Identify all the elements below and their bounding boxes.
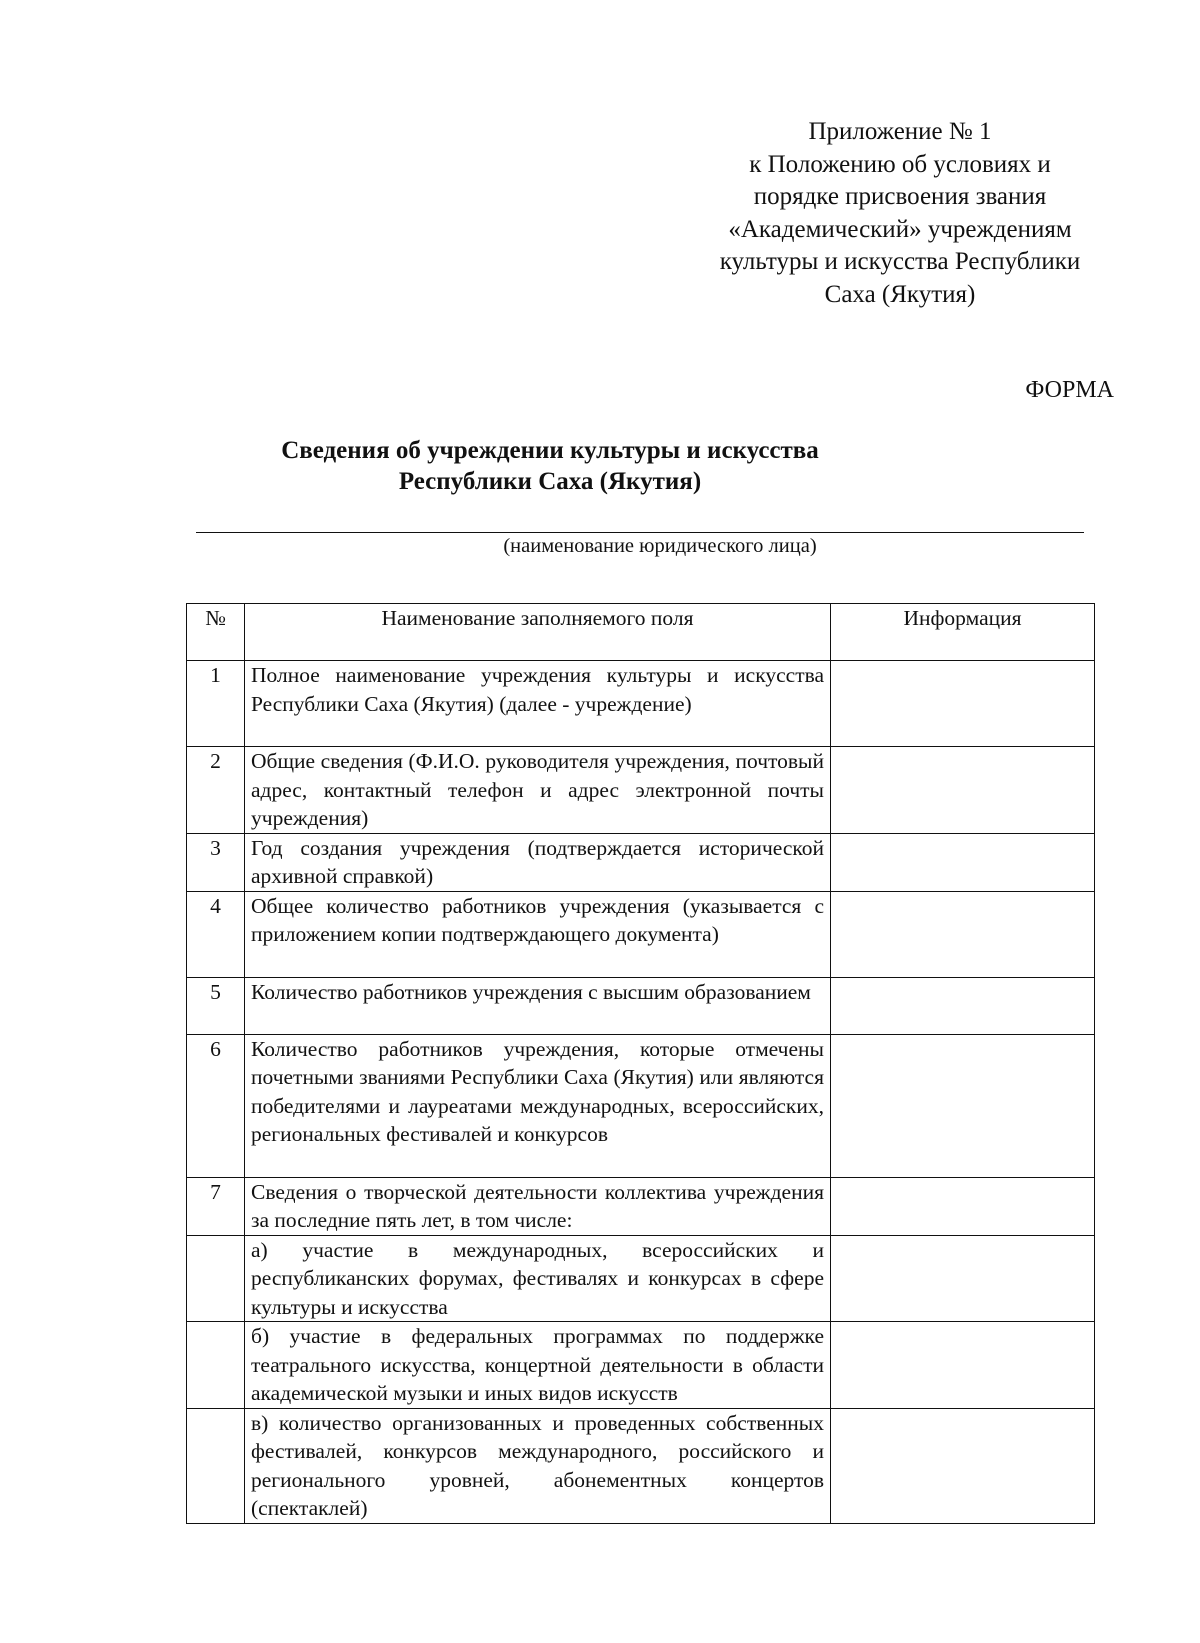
row-number: 5 bbox=[187, 977, 245, 1034]
table-row bbox=[187, 891, 1095, 977]
row-number: 1 bbox=[187, 661, 245, 747]
table-row bbox=[187, 1322, 1095, 1409]
document-title-line: Сведения об учреждении культуры и искусства bbox=[281, 437, 819, 464]
form-label: ФОРМА bbox=[1025, 377, 1114, 403]
row-field-name: Полное наименование учреждения культуры и искусства Республики Саха (Якутия) (далее - учреждение) bbox=[245, 661, 831, 747]
row-information-cell[interactable] bbox=[831, 891, 1095, 977]
table-row bbox=[187, 833, 1095, 891]
table-row bbox=[187, 977, 1095, 1034]
table-row bbox=[187, 747, 1095, 834]
row-number: 7 bbox=[187, 1177, 245, 1235]
row-information-cell[interactable] bbox=[831, 1322, 1095, 1409]
row-information-cell[interactable] bbox=[831, 747, 1095, 834]
table-body bbox=[187, 661, 1095, 1524]
row-number: 6 bbox=[187, 1034, 245, 1177]
appendix-line: Саха (Якутия) bbox=[824, 280, 976, 308]
row-number bbox=[187, 1322, 245, 1409]
entity-name-blank-line bbox=[196, 532, 1084, 533]
row-field-name: Общие сведения (Ф.И.О. руководителя учреждения, почтовый адрес, контактный телефон и адрес электронной почты учреждения) bbox=[245, 747, 831, 834]
appendix-line: Приложение № 1 bbox=[808, 118, 992, 145]
table-row bbox=[187, 1408, 1095, 1523]
row-field-name: Общее количество работников учреждения (указывается с приложением копии подтверждающего документа) bbox=[245, 891, 831, 977]
document-title bbox=[188, 435, 912, 497]
header-number: № bbox=[187, 604, 245, 661]
table-row bbox=[187, 1177, 1095, 1235]
appendix-line: порядке присвоения звания bbox=[753, 183, 1047, 210]
row-field-name: Количество работников учреждения с высшим образованием bbox=[245, 977, 831, 1034]
table-header-row bbox=[187, 604, 1095, 661]
row-information-cell[interactable] bbox=[831, 833, 1095, 891]
appendix-line: культуры и искусства Республики bbox=[719, 248, 1081, 275]
row-information-cell[interactable] bbox=[831, 1177, 1095, 1235]
table-row bbox=[187, 1034, 1095, 1177]
row-information-cell[interactable] bbox=[831, 1235, 1095, 1322]
row-field-name: Год создания учреждения (подтверждается исторической архивной справкой) bbox=[245, 833, 831, 891]
appendix-line: к Положению об условиях и bbox=[749, 150, 1051, 178]
row-information-cell[interactable] bbox=[831, 977, 1095, 1034]
row-number bbox=[187, 1408, 245, 1523]
row-number: 2 bbox=[187, 747, 245, 834]
document-title-line: Республики Саха (Якутия) bbox=[398, 468, 702, 495]
row-field-name: в) количество организованных и проведенных собственных фестивалей, конкурсов международного, российского и регионального уровней, абонементных концертов (спектаклей) bbox=[245, 1408, 831, 1523]
row-field-name: а) участие в международных, всероссийских и республиканских форумах, фестивалях и конкурсах в сфере культуры и искусства bbox=[245, 1235, 831, 1322]
row-number: 3 bbox=[187, 833, 245, 891]
row-number: 4 bbox=[187, 891, 245, 977]
row-field-name: б) участие в федеральных программах по поддержке театрального искусства, концертной деятельности в области академической музыки и иных видов искусств bbox=[245, 1322, 831, 1409]
entity-name-caption: (наименование юридического лица) bbox=[503, 535, 817, 557]
header-information: Информация bbox=[831, 604, 1095, 661]
row-field-name: Количество работников учреждения, которые отмечены почетными званиями Республики Саха (Якутия) или являются победителями и лауреатами международных, всероссийских, региональных фестивалей и конкурсов bbox=[245, 1034, 831, 1177]
appendix-line: «Академический» учреждениям bbox=[728, 215, 1072, 243]
table-row bbox=[187, 1235, 1095, 1322]
header-field-name: Наименование заполняемого поля bbox=[245, 604, 831, 661]
appendix-header bbox=[680, 116, 1120, 311]
row-information-cell[interactable] bbox=[831, 1034, 1095, 1177]
table-row bbox=[187, 661, 1095, 747]
row-field-name: Сведения о творческой деятельности коллектива учреждения за последние пять лет, в том числе: bbox=[245, 1177, 831, 1235]
row-information-cell[interactable] bbox=[831, 661, 1095, 747]
row-number bbox=[187, 1235, 245, 1322]
information-table bbox=[186, 603, 1095, 1524]
row-information-cell[interactable] bbox=[831, 1408, 1095, 1523]
